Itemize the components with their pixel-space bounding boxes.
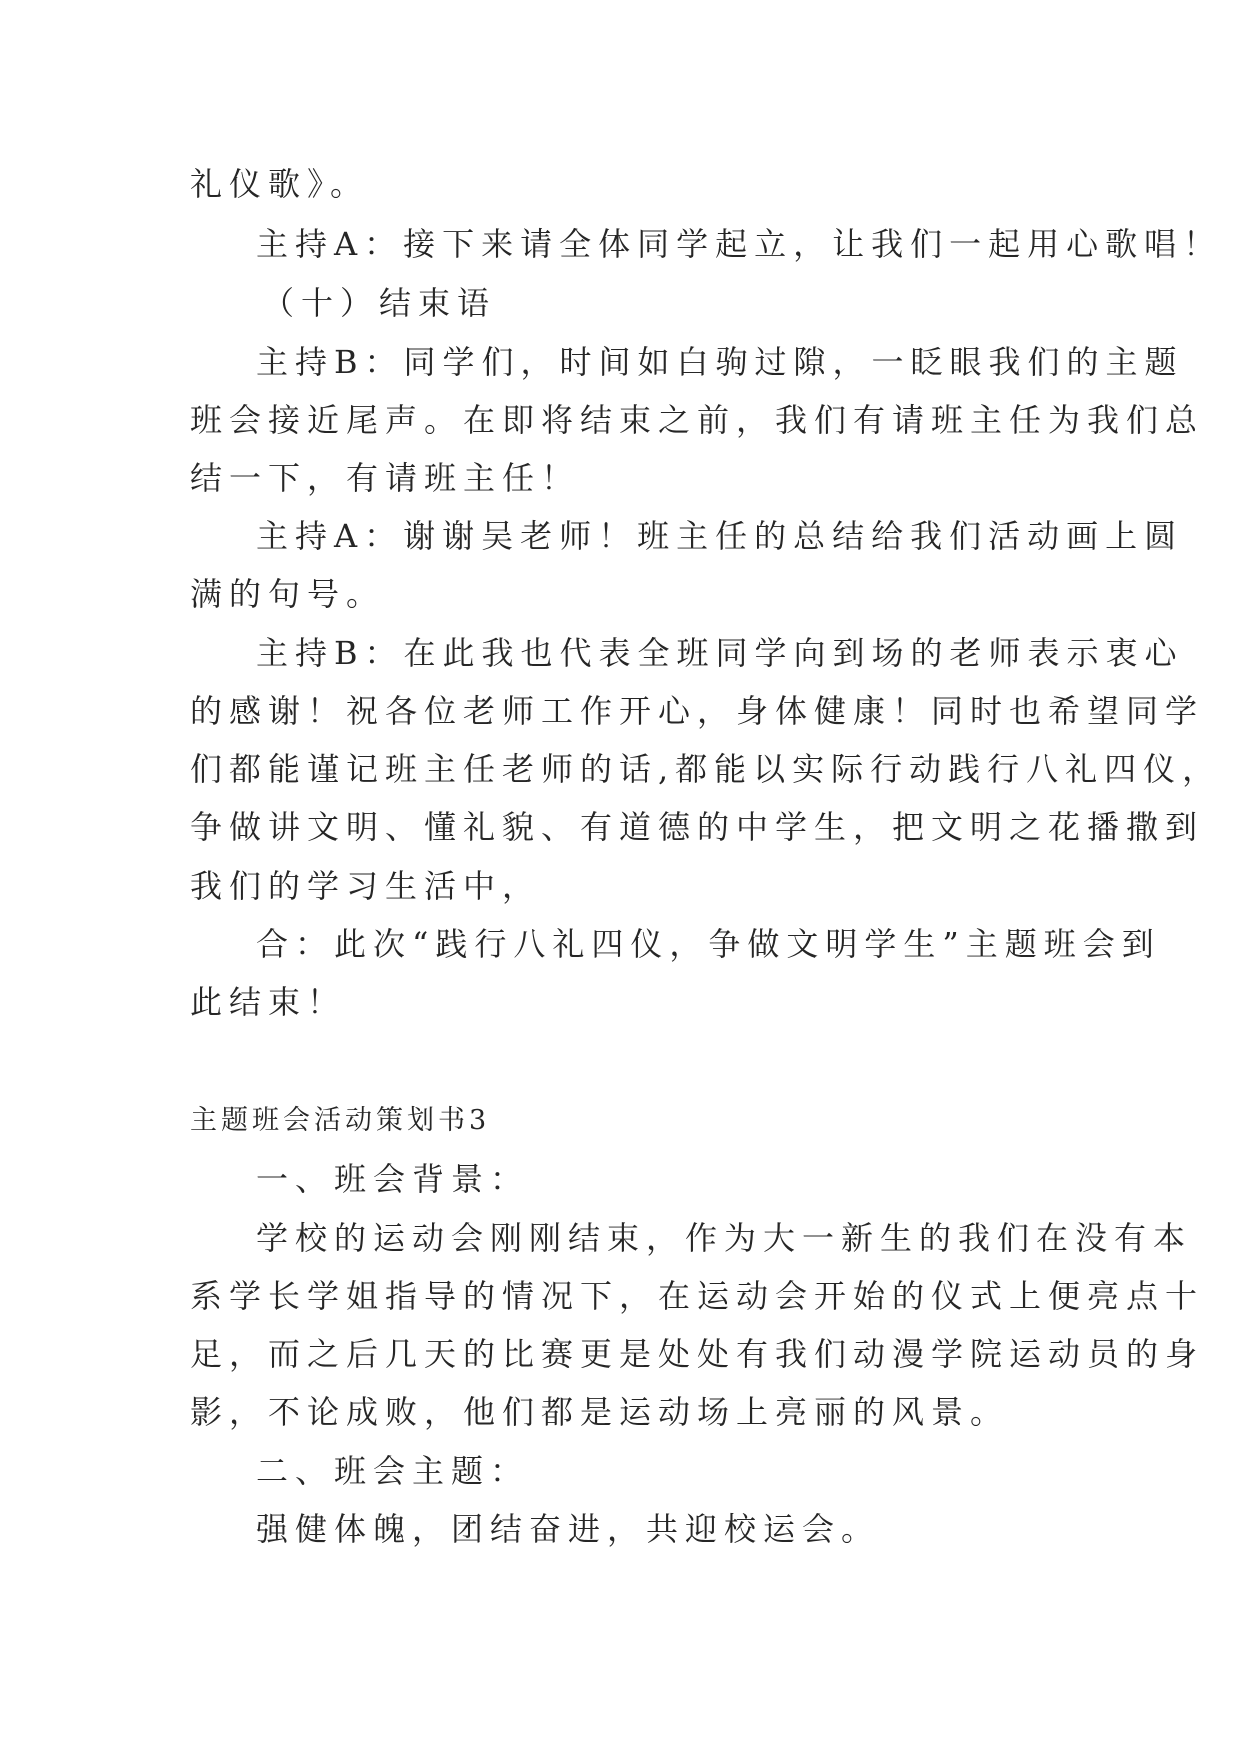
section-heading: 二、班会主题： <box>256 1452 530 1490</box>
paragraph-line: 强健体魄，团结奋进，共迎校运会。 <box>256 1510 881 1548</box>
section-heading: 一、班会背景： <box>256 1160 530 1198</box>
paragraph-line: 满的句号。 <box>190 575 386 613</box>
paragraph-line: 的感谢！祝各位老师工作开心，身体健康！同时也希望同学 <box>190 692 1205 730</box>
paragraph-line: 足，而之后几天的比赛更是处处有我们动漫学院运动员的身 <box>190 1335 1205 1373</box>
paragraph-line: 主持B：在此我也代表全班同学向到场的老师表示衷心 <box>256 634 1184 672</box>
paragraph-line: 主持A：谢谢吴老师！班主任的总结给我们活动画上圆 <box>256 517 1184 555</box>
paragraph-line: 主持B：同学们，时间如白驹过隙，一眨眼我们的主题 <box>256 343 1184 381</box>
paragraph-line: 学校的运动会刚刚结束，作为大一新生的我们在没有本 <box>256 1219 1193 1257</box>
paragraph-line: 我们的学习生活中， <box>190 867 542 905</box>
paragraph-line: 主持A：接下来请全体同学起立，让我们一起用心歌唱！ <box>256 225 1223 263</box>
paragraph-line: 此结束！ <box>190 983 347 1021</box>
paragraph-line: 合：此次“践行八礼四仪，争做文明学生”主题班会到 <box>256 925 1161 963</box>
paragraph-line: 系学长学姐指导的情况下，在运动会开始的仪式上便亮点十 <box>190 1277 1205 1315</box>
section-heading: （十）结束语 <box>262 284 497 322</box>
paragraph-line: 礼仪歌》。 <box>190 165 370 203</box>
paragraph-line: 影，不论成败，他们都是运动场上亮丽的风景。 <box>190 1393 1010 1431</box>
paragraph-line: 争做讲文明、懂礼貌、有道德的中学生，把文明之花播撒到 <box>190 808 1205 846</box>
paragraph-line: 班会接近尾声。在即将结束之前，我们有请班主任为我们总 <box>190 401 1205 439</box>
document-title: 主题班会活动策划书3 <box>190 1105 491 1136</box>
paragraph-line: 结一下，有请班主任！ <box>190 459 581 497</box>
paragraph-line: 们都能谨记班主任老师的话,都能以实际行动践行八礼四仪， <box>190 750 1222 788</box>
